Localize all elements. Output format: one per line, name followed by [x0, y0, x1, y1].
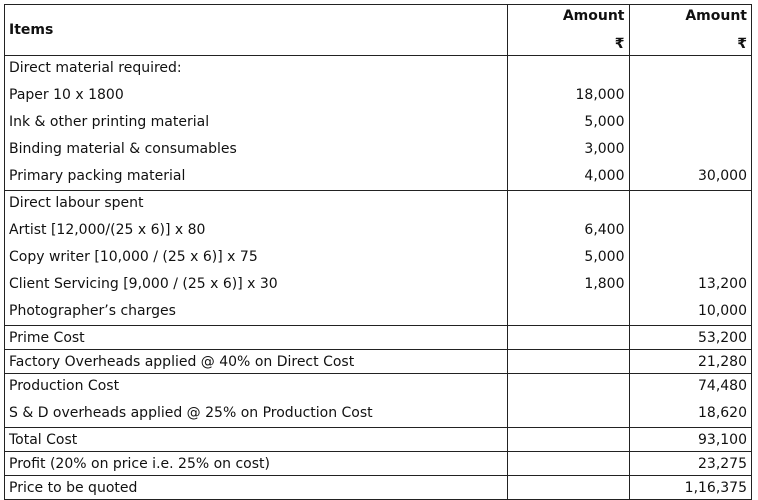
profit-total: 23,275: [629, 452, 752, 476]
labour-labels: [5, 191, 508, 326]
labour-item-amount: 6,400: [584, 222, 625, 238]
labour-item-label: Client Servicing [9,000 / (25 x 6)] x 30: [9, 276, 278, 292]
price-total: 1,16,375: [629, 476, 752, 500]
factory-overheads-label: Factory Overheads applied @ 40% on Direct Cost: [5, 350, 508, 374]
material-item-label: Binding material & consumables: [9, 141, 237, 157]
labour-block: [5, 191, 752, 326]
labour-item-total: [634, 217, 748, 244]
material-title: Direct material required:: [9, 60, 182, 76]
prime-cost-label: Prime Cost: [5, 326, 508, 350]
sd-overheads-label: S & D overheads applied @ 25% on Production Cost: [9, 405, 373, 421]
material-item-label: Ink & other printing material: [9, 114, 210, 130]
header-row: [5, 5, 752, 56]
material-item-label: Paper 10 x 1800: [9, 87, 124, 103]
prime-cost-row: [5, 326, 752, 350]
production-cost-label: Production Cost: [9, 378, 120, 394]
labour-item-total: [634, 244, 748, 271]
header-amount-2-label: Amount: [685, 8, 747, 24]
factory-overheads-row: [5, 350, 752, 374]
labour-item-amount: 5,000: [584, 249, 625, 265]
labour-totals: [629, 191, 752, 326]
material-item-amount: 5,000: [584, 114, 625, 130]
header-amount-1-label: Amount: [562, 8, 625, 24]
currency-symbol-1: ₹: [614, 36, 625, 52]
production-cost-total: 74,480: [698, 378, 747, 394]
material-labels: [5, 56, 508, 191]
labour-item-amount: [512, 298, 624, 325]
header-items: [5, 5, 508, 56]
production-block: [5, 374, 752, 428]
price-label: Price to be quoted: [5, 476, 508, 500]
profit-label: Profit (20% on price i.e. 25% on cost): [5, 452, 508, 476]
total-cost-total: 93,100: [629, 428, 752, 452]
profit-row: [5, 452, 752, 476]
material-item-amount: 4,000: [584, 168, 625, 184]
prime-cost-total: 53,200: [629, 326, 752, 350]
factory-overheads-total: 21,280: [629, 350, 752, 374]
material-item-total: 30,000: [698, 168, 747, 184]
sd-overheads-total: 18,620: [698, 405, 747, 421]
labour-item-amount: 1,800: [584, 276, 625, 292]
header-amount-2: [629, 5, 752, 56]
labour-amounts: [508, 191, 629, 326]
price-row: [5, 476, 752, 500]
material-item-total: [634, 109, 748, 136]
labour-item-label: Artist [12,000/(25 x 6)] x 80: [9, 222, 206, 238]
header-amount-1: [508, 5, 629, 56]
material-totals: [629, 56, 752, 191]
currency-symbol-2: ₹: [737, 36, 747, 52]
total-cost-row: [5, 428, 752, 452]
material-block: [5, 56, 752, 191]
material-item-amount: 18,000: [575, 87, 625, 103]
total-cost-label: Total Cost: [5, 428, 508, 452]
production-totals: [629, 374, 752, 428]
labour-item-total: 13,200: [698, 276, 747, 292]
labour-item-label: Photographer’s charges: [9, 303, 176, 319]
material-item-amount: 3,000: [584, 141, 625, 157]
production-labels: [5, 374, 508, 428]
labour-title: Direct labour spent: [9, 195, 144, 211]
material-amounts: [508, 56, 629, 191]
cost-sheet-table: [4, 4, 752, 500]
header-items-label: Items: [9, 22, 54, 38]
material-item-total: [634, 82, 748, 109]
material-item-label: Primary packing material: [9, 168, 186, 184]
material-item-total: [634, 136, 748, 163]
labour-item-total: 10,000: [698, 303, 747, 319]
labour-item-label: Copy writer [10,000 / (25 x 6)] x 75: [9, 249, 258, 265]
